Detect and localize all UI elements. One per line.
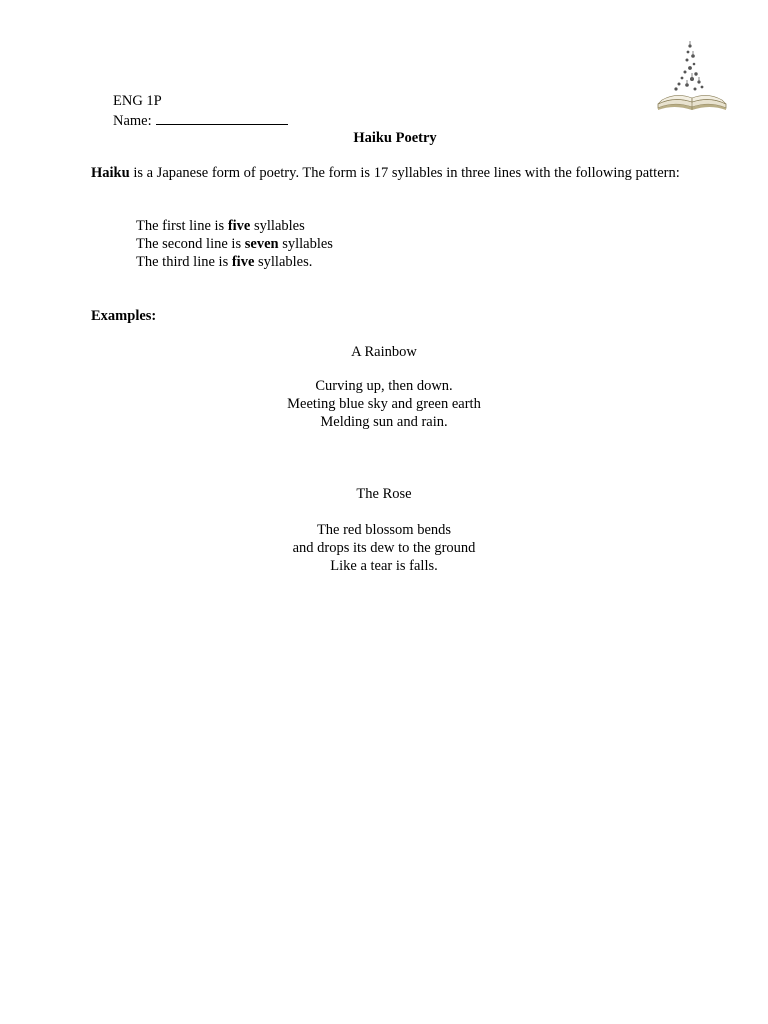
intro-text: is a Japanese form of poetry. The form is 17 syllables in three lines with the following pattern: bbox=[129, 165, 680, 181]
poem-body bbox=[0, 377, 768, 431]
intro-paragraph bbox=[91, 164, 691, 182]
rule-text: syllables. bbox=[254, 254, 313, 270]
rule-text: The first line is bbox=[136, 218, 228, 234]
rule-count: seven bbox=[244, 236, 279, 252]
rule-text: syllables bbox=[278, 236, 333, 252]
rule-text: The third line is bbox=[136, 254, 232, 270]
syllable-rules bbox=[136, 217, 333, 271]
poem-line: Melding sun and rain. bbox=[320, 414, 448, 430]
page-title: Haiku Poetry bbox=[353, 130, 437, 146]
name-field[interactable] bbox=[156, 110, 288, 125]
rule-count: five bbox=[227, 218, 251, 234]
rule-count: five bbox=[231, 254, 255, 270]
rule-text: syllables bbox=[250, 218, 305, 234]
poem-line: Curving up, then down. bbox=[315, 378, 453, 394]
poem-line: Like a tear is falls. bbox=[330, 558, 438, 574]
rule-line bbox=[136, 217, 333, 235]
course-code: ENG 1P bbox=[113, 93, 162, 109]
poem-line: and drops its dew to the ground bbox=[292, 540, 476, 556]
name-label: Name: bbox=[113, 113, 152, 129]
poem-title: The Rose bbox=[356, 486, 412, 502]
book-logo-icon bbox=[652, 38, 732, 118]
poem-body bbox=[0, 521, 768, 575]
poem-line: Meeting blue sky and green earth bbox=[287, 396, 481, 412]
rule-text: The second line is bbox=[136, 236, 245, 252]
rule-line bbox=[136, 253, 333, 271]
name-row bbox=[113, 110, 288, 130]
poem-title: A Rainbow bbox=[351, 344, 417, 360]
rule-line bbox=[136, 235, 333, 253]
examples-heading: Examples: bbox=[91, 308, 157, 324]
poem-line: The red blossom bends bbox=[316, 522, 452, 538]
intro-term: Haiku bbox=[91, 165, 130, 181]
